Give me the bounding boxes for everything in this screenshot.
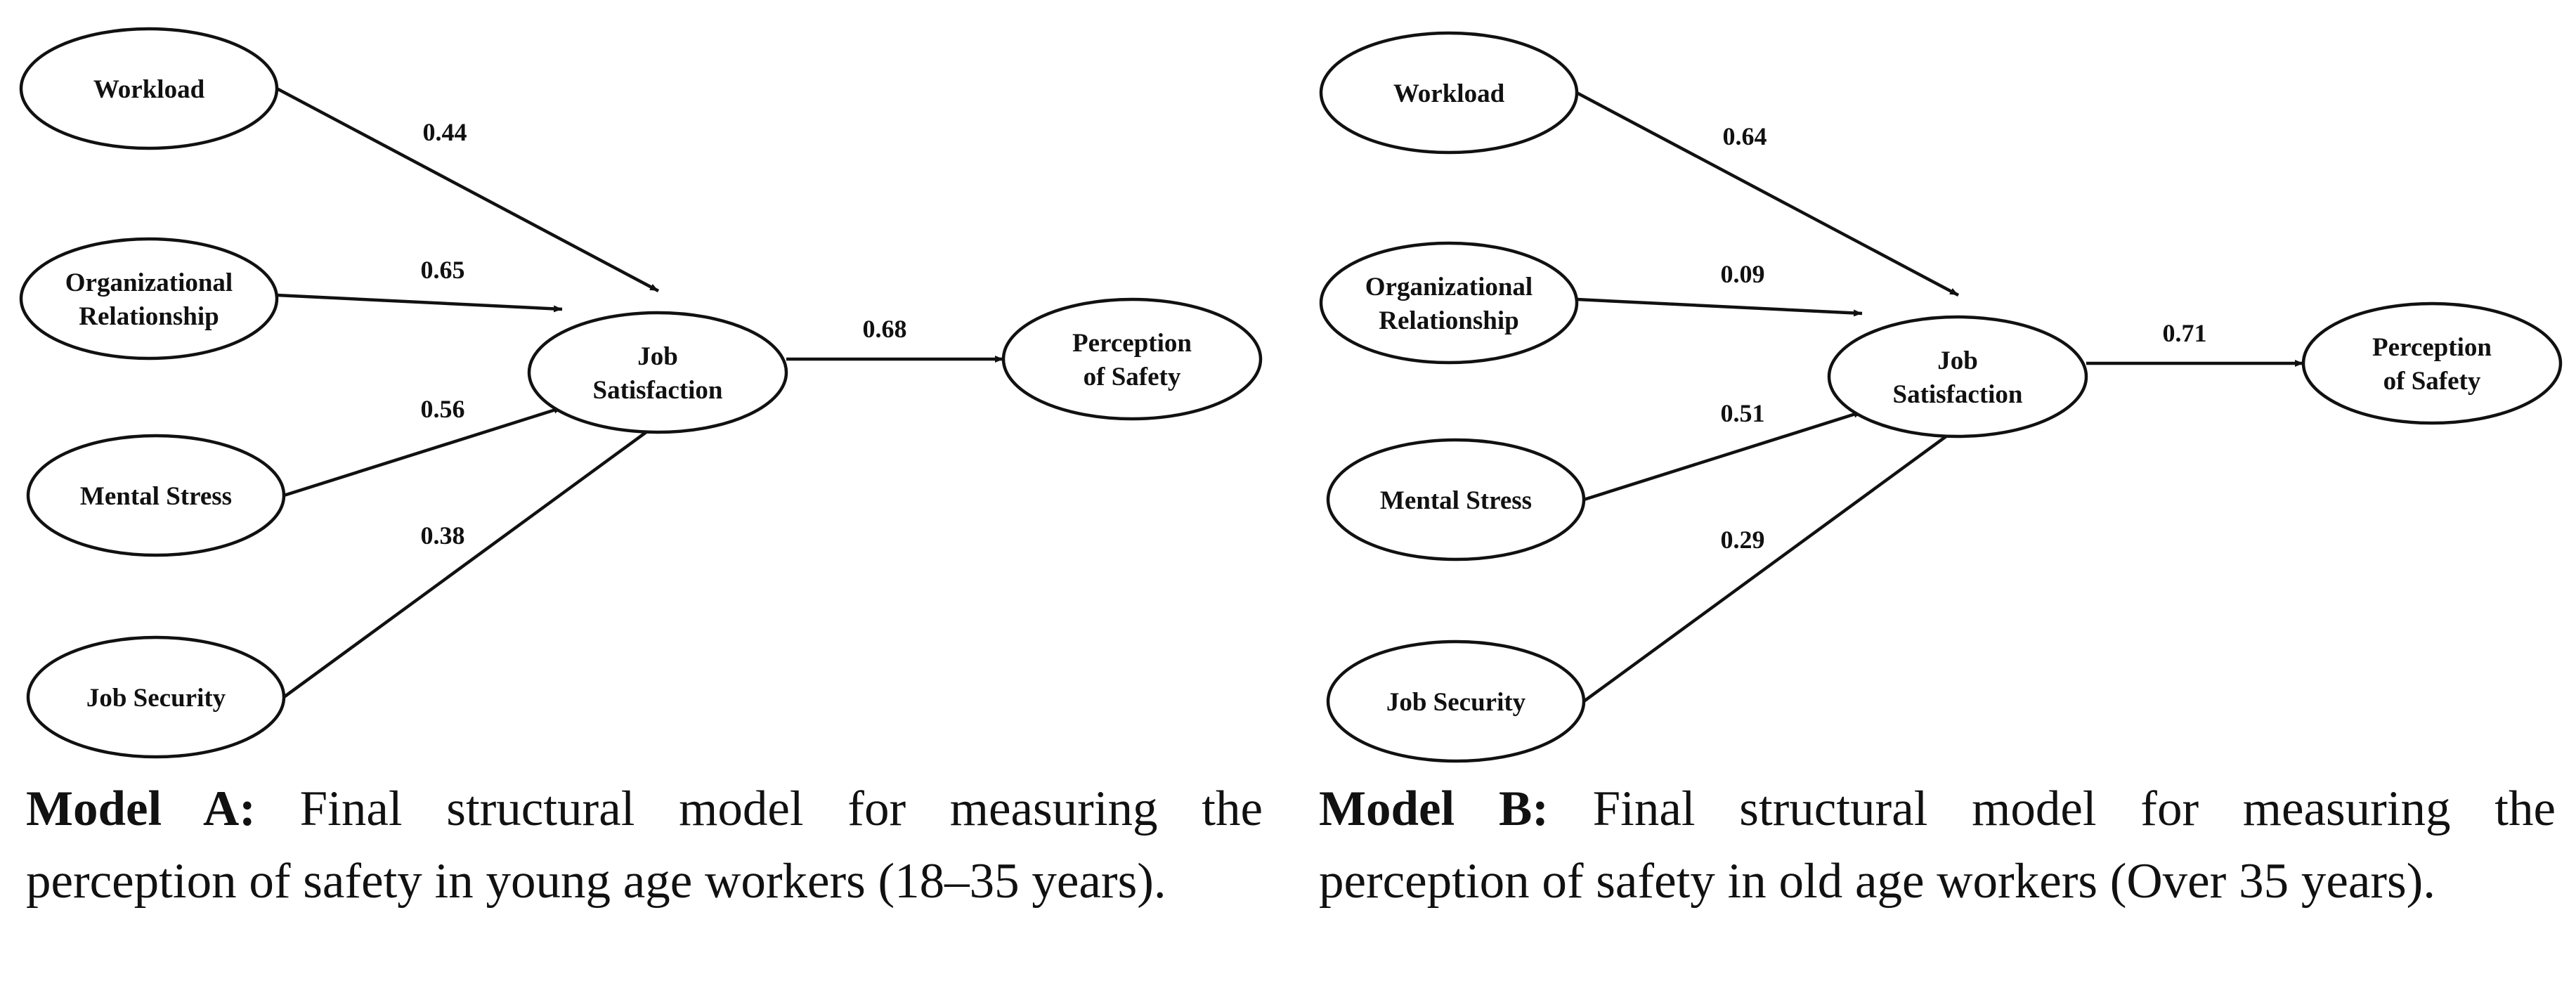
path-coefficient: 0.64 [1722,122,1767,150]
node-label: Perception [1072,329,1192,358]
node-perception-of-safety [2303,304,2561,423]
node-mental-stress [1328,440,1584,559]
node-label: Satisfaction [592,376,723,405]
path-coefficient: 0.38 [420,521,465,550]
caption-lead: Model A: [26,781,256,836]
node-label: Workload [1393,79,1505,108]
caption-model-b [1319,773,2556,918]
caption-text: Final structural model for measuring the perception of safety in old age workers (Over 35 years). [1319,781,2556,909]
path-arrow [284,424,658,697]
model-b-diagram [1321,33,2561,761]
path-arrow [1584,428,1958,701]
node-label: Relationship [1379,306,1519,335]
path-arrow [1577,93,1958,295]
node-job-security [1328,642,1584,761]
node-label: Job [1937,346,1978,375]
node-label: Relationship [79,302,219,331]
path-coefficient: 0.68 [862,315,907,343]
node-label: Job Security [1386,688,1526,717]
path-coefficient: 0.44 [422,118,467,146]
node-mental-stress [28,436,284,555]
path-coefficient: 0.29 [1720,526,1765,554]
node-job-satisfaction [1829,317,2086,436]
node-label: Mental Stress [79,482,233,511]
node-label: Mental Stress [1379,486,1533,515]
path-coefficient: 0.56 [420,395,465,423]
node-organizational-relationship [21,239,277,358]
model-a-diagram [21,29,1261,757]
node-job-satisfaction [529,313,786,432]
node-ellipse [1829,317,2086,436]
node-label: Job Security [86,684,226,713]
caption-text: Final structural model for measuring the perception of safety in young age workers (18–35 years). [26,781,1263,909]
node-ellipse [1003,299,1261,419]
node-perception-of-safety [1003,299,1261,419]
node-label: of Safety [2383,367,2481,396]
node-ellipse [1321,243,1577,363]
node-label: Organizational [1365,273,1533,301]
node-ellipse [21,239,277,358]
path-arrow [1577,299,1862,313]
path-arrow [277,295,562,309]
caption-lead: Model B: [1319,781,1549,836]
path-coefficient: 0.65 [420,256,465,284]
caption-model-a [26,773,1263,918]
node-label: of Safety [1083,363,1181,391]
node-ellipse [2303,304,2561,423]
path-coefficient: 0.51 [1720,399,1765,427]
path-arrow [277,89,658,291]
node-workload [1321,33,1577,152]
node-label: Organizational [65,268,233,297]
node-label: Perception [2372,333,2492,362]
node-workload [21,29,277,148]
node-job-security [28,637,284,757]
node-label: Job [637,342,678,371]
node-ellipse [529,313,786,432]
node-label: Workload [93,75,205,104]
node-organizational-relationship [1321,243,1577,363]
node-label: Satisfaction [1892,380,2023,409]
path-coefficient: 0.09 [1720,260,1765,288]
path-coefficient: 0.71 [2162,319,2207,347]
